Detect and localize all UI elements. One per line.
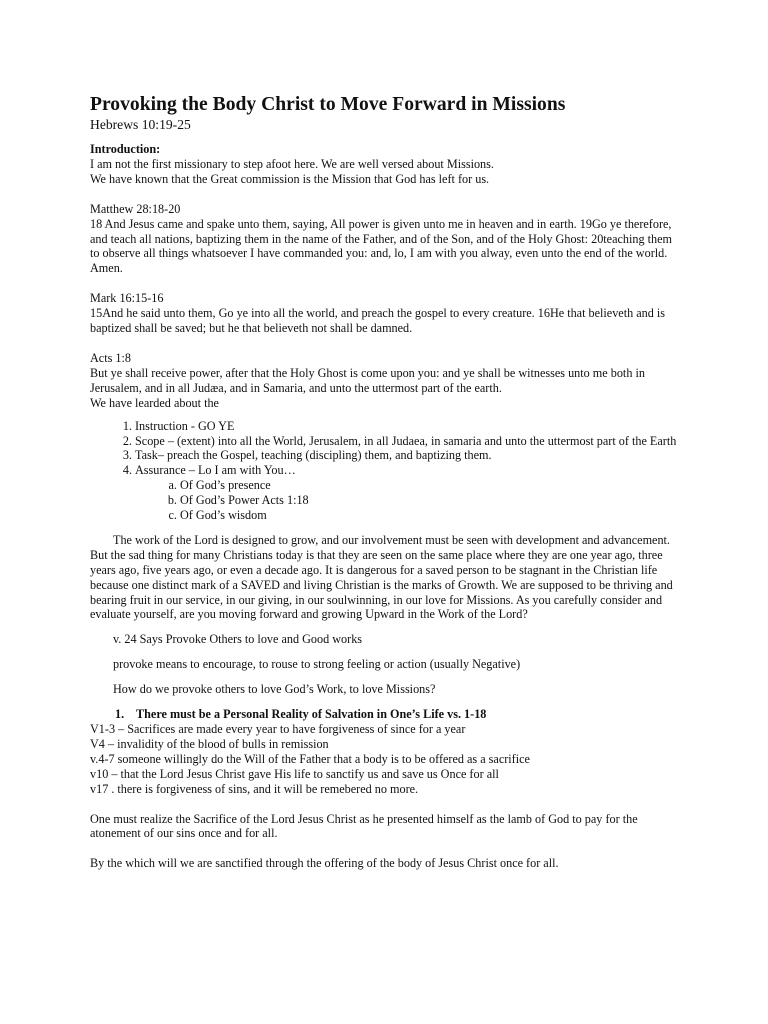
scripture-reference: Hebrews 10:19-25 <box>90 117 191 132</box>
intro-heading: Introduction: <box>90 142 161 156</box>
point-number: 1. <box>115 707 125 722</box>
matthew-ref: Matthew 28:18-20 <box>90 201 181 216</box>
point-text: There must be a Personal Reality of Salvation in One’s Life vs. 1-18 <box>136 707 487 722</box>
verse-line: V1-3 – Sacrifices are made every year to have forgiveness of since for a year <box>90 722 466 736</box>
closing-paragraph: By the which will we are sanctified through the offering of the body of Jesus Christ once for all. <box>90 856 559 871</box>
list-item: 2. Scope – (extent) into all the World, Jerusalem, in all Judaea, in samaria and unto the uttermost part of the Earth <box>135 434 680 449</box>
matthew-text: 18 And Jesus came and spake unto them, saying, All power is given unto me in heaven and in earth. 19Go ye therefore, and teach all nations, baptizing them in the name of the Father, and of the Son, and of the Holy Ghost: 20teaching them to observe all things whatsoever I have commanded you: and, lo, I am with you alway, even unto the end of the world. Amen. <box>90 216 672 276</box>
mark-text: 15And he said unto them, Go ye into all the world, and preach the gospel to every creature. 16He that believeth and is baptized shall be saved; but he that believeth not shall be damned. <box>90 306 666 336</box>
list-item <box>135 463 680 523</box>
acts-ref: Acts 1:8 <box>90 350 131 365</box>
spacer <box>90 841 680 856</box>
sublist-item: a. Of God’s presence <box>180 478 680 493</box>
intro-line: I am not the first missionary to step afoot here. We are well versed about Missions. <box>90 156 494 171</box>
v24-line: v. 24 Says Provoke Others to love and Good works <box>113 632 363 647</box>
verse-line: v10 – that the Lord Jesus Christ gave His life to sanctify us and save us Once for all <box>90 766 499 781</box>
document-content <box>90 93 680 871</box>
point-heading <box>90 707 680 722</box>
sublist-item: b. Of God’s Power Acts 1:18 <box>180 493 680 508</box>
provoke-definition: provoke means to encourage, to rouse to strong feeling or action (usually Negative) <box>113 657 521 672</box>
question-line: How do we provoke others to love God’s Work, to love Missions? <box>113 682 436 697</box>
verse-line: V4 – invalidity of the blood of bulls in remission <box>90 736 329 751</box>
assurance-sublist <box>135 478 680 523</box>
body-paragraph: The work of the Lord is designed to grow, and our involvement must be seen with development and advancement. But the sad thing for many Christians today is that they are seen on the same place where they are one year ago, three years ago, five years ago, or even a decade ago. It is dangerous for a saved person to be stagnant in the Christian life because one distinct mark of a SAVED and living Christian is the marks of Growth. We are supposed to be thriving and bearing fruit in our service, in our giving, in our soulwinning, in our love for Missions. As you carefully consider and evaluate yourself, are you moving forward and growing Upward in the Work of the Lord? <box>90 532 673 622</box>
list-item: 3. Task– preach the Gospel, teaching (discipling) them, and baptizing them. <box>135 448 680 463</box>
closing-paragraph: One must realize the Sacrifice of the Lord Jesus Christ as he presented himself as the lamb of God to pay for the atonement of our sins once and for all. <box>90 811 638 841</box>
mark-ref: Mark 16:15-16 <box>90 291 164 306</box>
list-item-text: Assurance – Lo I am with You… <box>135 463 296 478</box>
great-commission-list <box>90 419 680 523</box>
intro-line: We have known that the Great commission is the Mission that God has left for us. <box>90 171 490 186</box>
spacer <box>90 336 680 351</box>
spacer <box>90 797 680 812</box>
spacer <box>90 187 680 202</box>
acts-text: But ye shall receive power, after that the Holy Ghost is come upon you: and ye shall be witnesses unto me both in Jerusalem, and in all Judæa, and in Samaria, and unto the uttermost part of the earth. <box>90 365 645 395</box>
acts-lead: We have learded about the <box>90 395 219 410</box>
sublist-item: c. Of God’s wisdom <box>180 508 680 523</box>
spacer <box>90 276 680 291</box>
verse-line: v17 . there is forgiveness of sins, and it will be remebered no more. <box>90 781 419 796</box>
document-title: Provoking the Body Christ to Move Forward in Missions <box>90 94 566 115</box>
verse-line: v.4-7 someone willingly do the Will of the Father that a body is to be offered as a sacrifice <box>90 751 530 766</box>
list-item: 1. Instruction - GO YE <box>135 419 680 434</box>
